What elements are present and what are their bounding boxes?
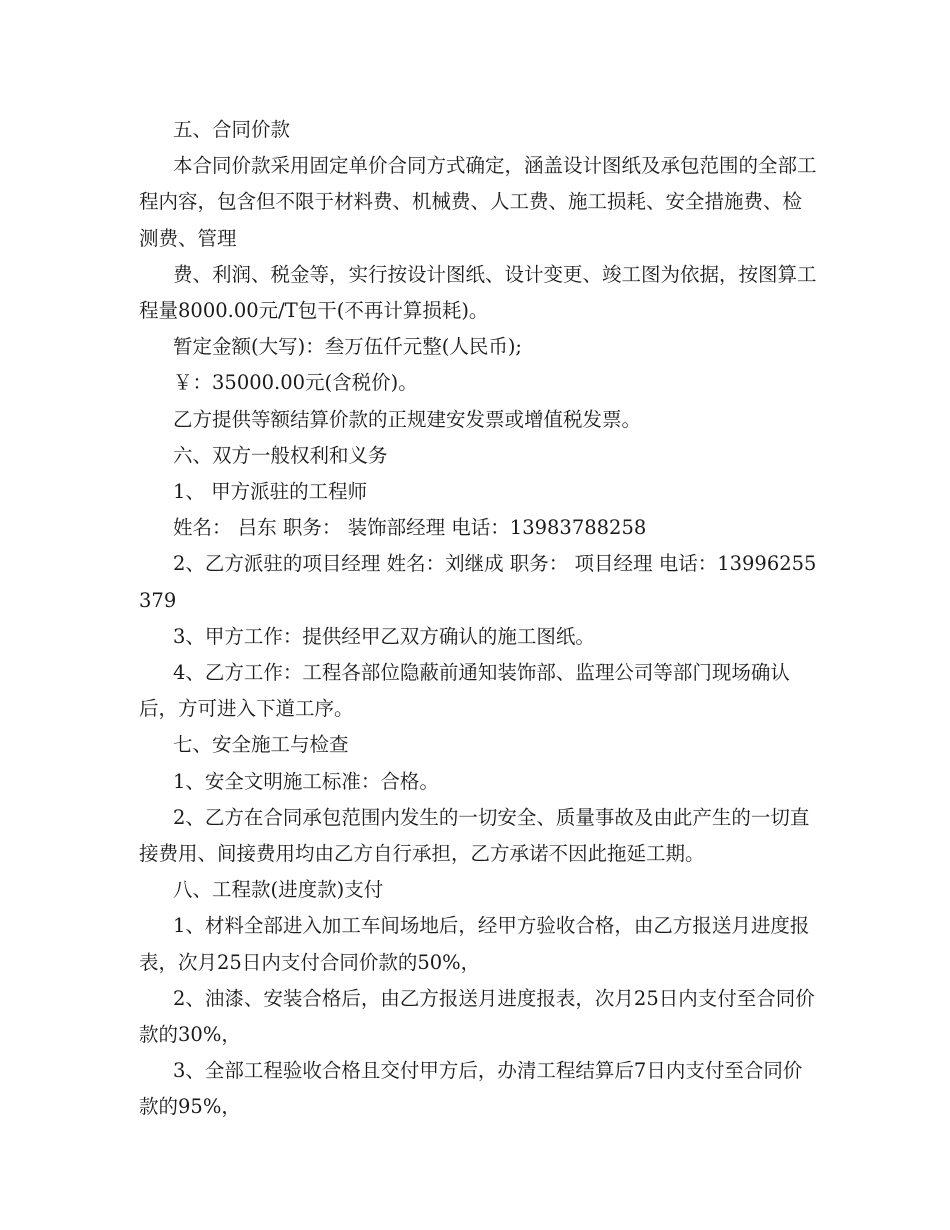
section-heading-contract-price: 五、合同价款 [173, 118, 291, 141]
item-safety-standard: 1、安全文明施工标准：合格。 [173, 769, 439, 793]
item-payment-acceptance: 3、全部工程验收合格且交付甲方后，办清工程结算后7日内支付至合同价款的95%， [139, 1059, 803, 1119]
paragraph-provisional-amount-number: ￥：35000.00元(含税价)。 [173, 371, 418, 395]
item-payment-materials: 1、材料全部进入加工车间场地后，经甲方验收合格，由乙方报送月进度报表，次月25日内支付合同价款的50%， [139, 914, 810, 974]
item-safety-liability: 2、乙方在合同承包范围内发生的一切安全、质量事故及由此产生的一切直接费用、间接费用均由乙方自行承担，乙方承诺不因此拖延工期。 [139, 805, 810, 866]
section-heading-rights-obligations: 六、双方一般权利和义务 [173, 443, 388, 467]
paragraph-provisional-amount-words: 暂定金额(大写)：叁万伍仟元整(人民币); [173, 335, 523, 359]
document-body [139, 112, 819, 1126]
paragraph-price-method: 本合同价款采用固定单价合同方式确定，涵盖设计图纸及承包范围的全部工程内容，包含但不限于材料费、机械费、人工费、施工损耗、安全措施费、检测费、管理 [139, 154, 817, 250]
item-party-b-manager: 2、乙方派驻的项目经理 姓名：刘继成 职务： 项目经理 电话：13996255379 [139, 552, 817, 612]
item-payment-installation: 2、油漆、安装合格后，由乙方报送月进度报表，次月25日内支付至合同价款的30%， [139, 986, 815, 1047]
paragraph-invoice: 乙方提供等额结算价款的正规建安发票或增值税发票。 [173, 407, 642, 431]
section-heading-payment: 八、工程款(进度款)支付 [173, 878, 384, 902]
item-party-a-engineer: 1、 甲方派驻的工程师 [173, 480, 368, 504]
item-party-a-work: 3、甲方工作：提供经甲乙双方确认的施工图纸。 [173, 624, 595, 648]
item-party-b-work: 4、乙方工作：工程各部位隐蔽前通知装饰部、监理公司等部门现场确认后，方可进入下道工序。 [139, 661, 790, 721]
paragraph-price-basis: 费、利润、税金等，实行按设计图纸、设计变更、竣工图为依据，按图算工程量8000.00元/T包干(不再计算损耗)。 [139, 262, 817, 323]
section-heading-safety: 七、安全施工与检查 [173, 733, 349, 757]
item-party-a-engineer-details: 姓名： 吕东 职务： 装饰部经理 电话：13983788258 [173, 516, 647, 540]
